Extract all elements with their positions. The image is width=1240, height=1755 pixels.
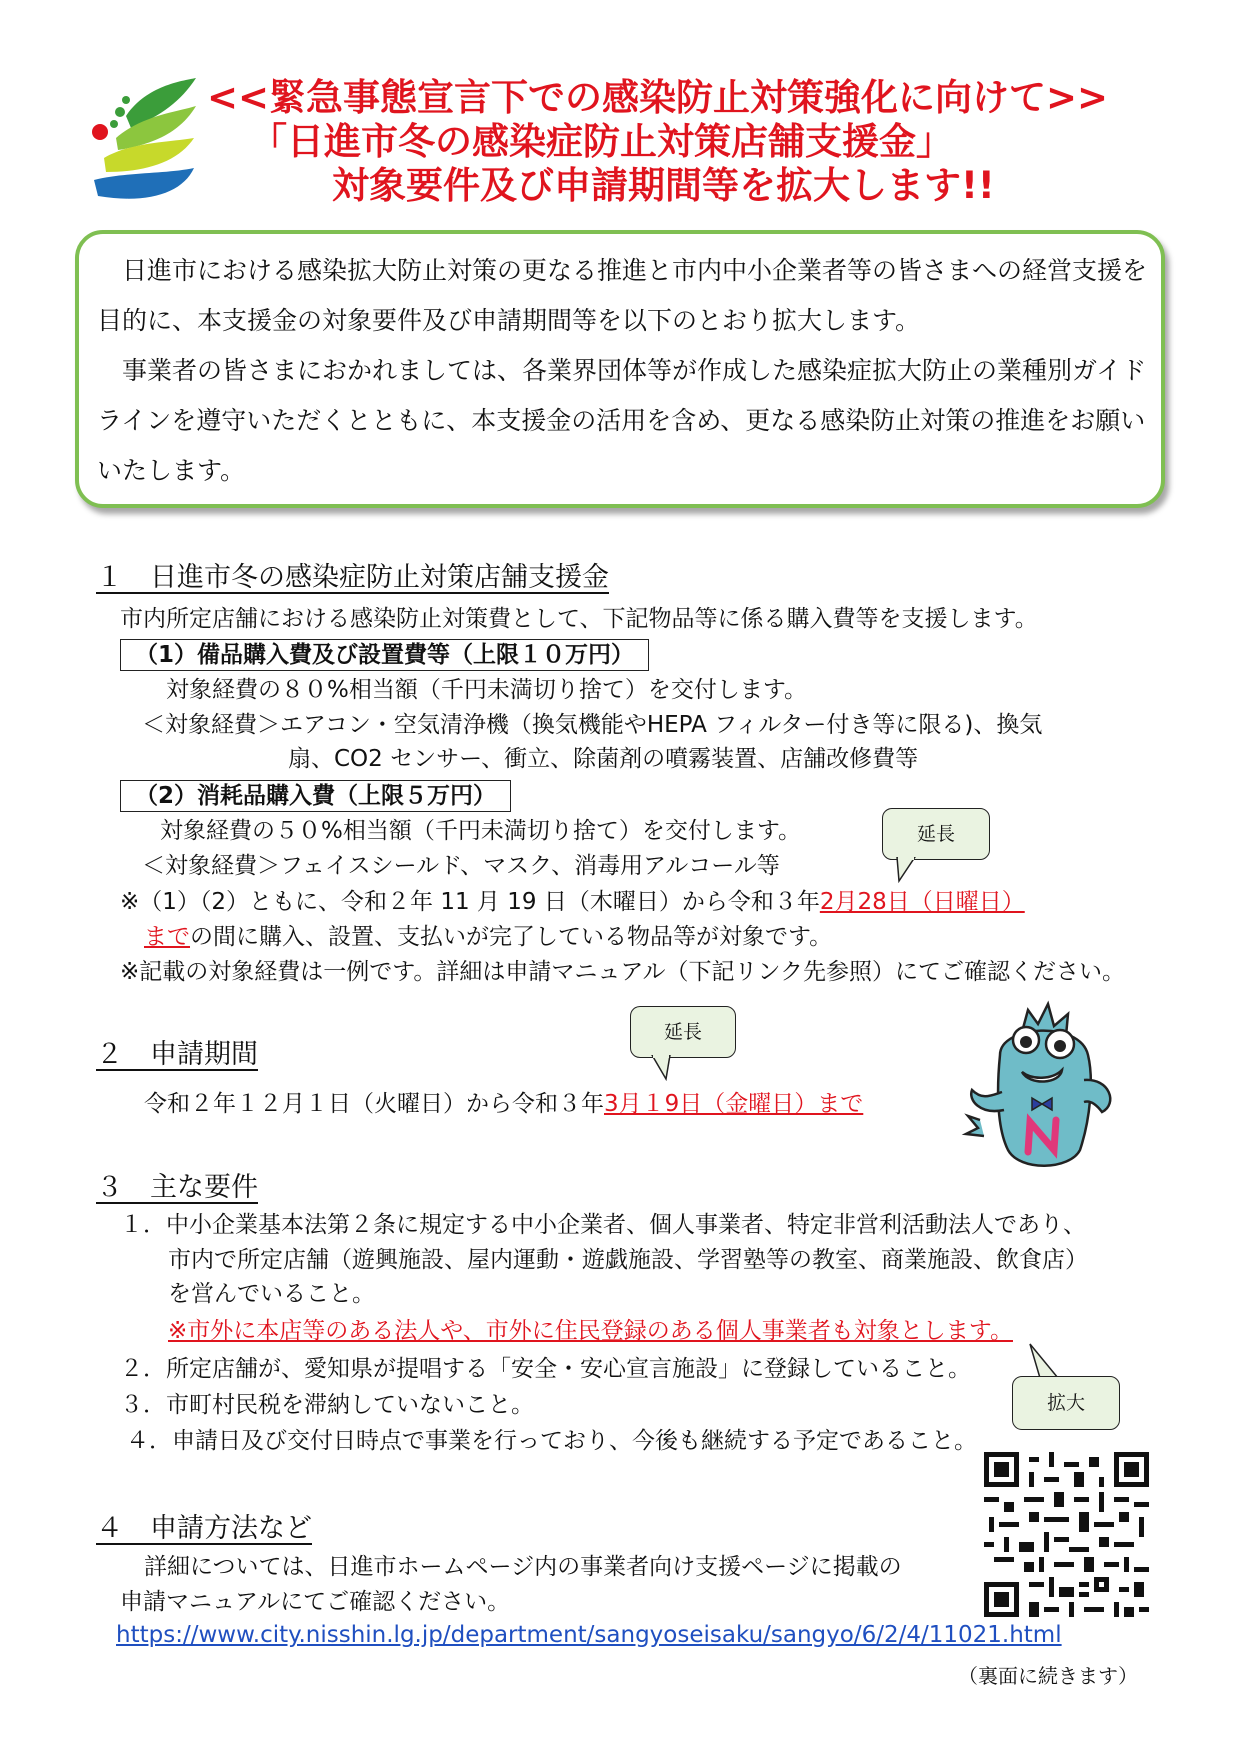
item2-title-box: （2）消耗品購入費（上限５万円） (120, 780, 511, 812)
note1-text-a: ※（1）（2）ともに、令和２年 11 月 19 日（木曜日）から令和３年 (120, 889, 820, 915)
note1-text-b: の間に購入、設置、支払いが完了している物品等が対象です。 (190, 924, 833, 950)
intro-paragraph-1: 日進市における感染拡大防止対策の更なる推進と市内中小企業者等の皆さまへの経営支援を目的に、本支援金の対象要件及び申請期間等を以下のとおり拡大します。 (97, 256, 1148, 335)
item1-rate: 対象経費の８０%相当額（千円未満切り捨て）を交付します。 (166, 677, 808, 703)
requirement-2: ２．所定店舗が、愛知県が提唱する「安全・安心宣言施設」に登録していること。 (120, 1356, 971, 1382)
application-period (144, 1087, 863, 1121)
requirement-1-line2: 市内で所定店舗（遊興施設、屋内運動・遊戯施設、学習塾等の教室、商業施設、飲食店） (168, 1247, 1088, 1273)
item1-expenses-line2: 扇、CO2 センサー、衝立、除菌剤の噴霧装置、店舗改修費等 (288, 746, 919, 772)
intro-box (75, 230, 1165, 508)
section1-note2: ※記載の対象経費は一例です。詳細は申請マニュアル（下記リンク先参照）にてご確認ください。 (120, 959, 1126, 985)
requirement-4: ４．申請日及び交付日時点で事業を行っており、今後も継続する予定であること。 (126, 1428, 977, 1454)
section2-heading: ２ 申請期間 (96, 1039, 258, 1070)
title-line-2: 「日進市冬の感染症防止対策店舗支援金」 (250, 120, 953, 163)
section1-lead: 市内所定店舗における感染防止対策費として、下記物品等に係る購入費等を支援します。 (120, 606, 1038, 632)
requirement-1-red-note: ※市外に本店等のある法人や、市外に住民登録のある個人事業者も対象とします。 (168, 1318, 1013, 1344)
continued-note: （裏面に続きます） (958, 1664, 1138, 1688)
bubble-tail-1 (895, 857, 925, 883)
title-line-3: 対象要件及び申請期間等を拡大します!! (332, 164, 995, 207)
section3-heading: ３ 主な要件 (96, 1172, 258, 1203)
requirement-1-line1: １．中小企業基本法第２条に規定する中小企業者、個人事業者、特定非営利活動法人であり、 (120, 1212, 1086, 1238)
bubble-tail-2 (650, 1055, 680, 1081)
section4-heading: ４ 申請方法など (96, 1513, 312, 1544)
period-red-date: 3月１9日（金曜日）まで (604, 1091, 864, 1117)
item2-expenses: ＜対象経費＞フェイスシールド、マスク、消毒用アルコール等 (142, 853, 780, 879)
bubble-tail-3 (1028, 1342, 1064, 1380)
title-line-1: <<緊急事態宣言下での感染防止対策強化に向けて>> (207, 76, 1109, 119)
extension-bubble-1: 延長 (882, 808, 990, 860)
item2-rate: 対象経費の５０%相当額（千円未満切り捨て）を交付します。 (160, 818, 802, 844)
note1-red-date: 2月28日（日曜日） (819, 889, 1025, 915)
manual-link[interactable]: https://www.city.nisshin.lg.jp/department/sangyoseisaku/sangyo/6/2/4/11021.html (116, 1622, 1062, 1648)
city-logo-icon (86, 76, 206, 206)
note1-red-made: まで (144, 924, 190, 950)
section1-note1-line1 (120, 885, 1025, 919)
requirement-3: ３．市町村民税を滞納していないこと。 (120, 1392, 534, 1418)
intro-paragraph-2: 事業者の皆さまにおかれましては、各業界団体等が作成した感染症拡大防止の業種別ガイドラインを遵守いただくとともに、本支援金の活用を含め、更なる感染防止対策の推進をお願いいたします。 (97, 356, 1147, 485)
section1-note1-line2 (144, 920, 832, 954)
item1-expenses-line1: ＜対象経費＞エアコン・空気清浄機（換気機能やHEPA フィルター付き等に限る)、換気 (142, 712, 1043, 738)
qr-code-icon[interactable] (984, 1452, 1149, 1617)
item1-title-box: （1）備品購入費及び設置費等（上限１０万円） (120, 639, 649, 671)
extension-bubble-2: 延長 (630, 1006, 736, 1058)
expansion-bubble: 拡大 (1012, 1376, 1120, 1430)
period-text: 令和２年１２月１日（火曜日）から令和３年 (144, 1091, 604, 1117)
section4-text-1: 詳細については、日進市ホームページ内の事業者向け支援ページに掲載の (144, 1554, 902, 1580)
mascot-character-icon (960, 1000, 1125, 1175)
section4-text-2: 申請マニュアルにてご確認ください。 (120, 1589, 511, 1615)
section1-heading: １ 日進市冬の感染症防止対策店舗支援金 (96, 562, 609, 593)
requirement-1-line3: を営んでいること。 (168, 1281, 375, 1307)
